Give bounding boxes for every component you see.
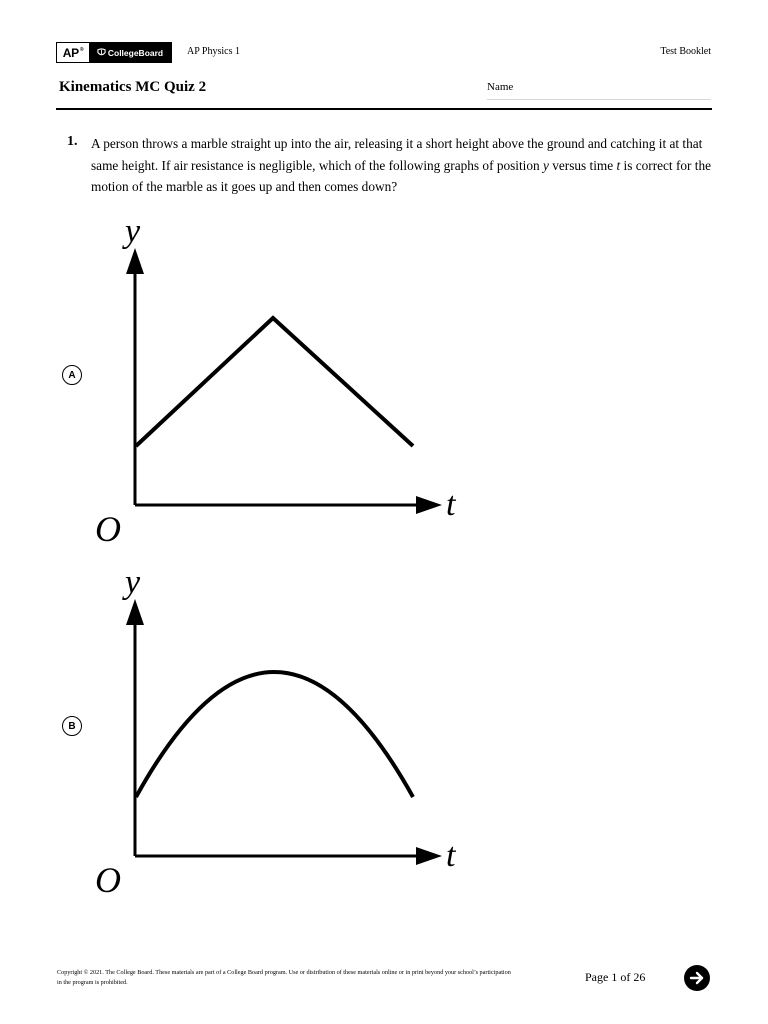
y-axis-arrow-icon xyxy=(126,248,144,274)
next-page-button[interactable] xyxy=(684,965,710,991)
choice-b-graph xyxy=(90,561,470,901)
page-indicator: Page 1 of 26 xyxy=(585,970,646,984)
choice-a-radio[interactable]: A xyxy=(62,365,82,385)
booklet-label: Test Booklet xyxy=(660,46,711,57)
y-axis-label: y xyxy=(125,564,141,601)
name-label: Name xyxy=(487,81,514,93)
origin-label: O xyxy=(95,509,121,549)
x-axis-arrow-icon xyxy=(416,847,442,865)
choice-a-graph xyxy=(90,210,470,550)
ap-collegeboard-logo xyxy=(56,42,172,63)
acorn-icon xyxy=(97,48,106,57)
arrow-right-circle-icon xyxy=(689,970,705,986)
x-axis-label: t xyxy=(446,837,456,874)
copyright-notice: Copyright © 2021. The College Board. These materials are part of a College Board program. Use or distribution of these materials online or in print beyond your school’s participation in the program is prohibited. xyxy=(57,969,511,986)
course-name: AP Physics 1 xyxy=(187,46,240,57)
collegeboard-logo: CollegeBoard xyxy=(89,43,171,62)
page-title: Kinematics MC Quiz 2 xyxy=(59,79,207,95)
position-curve-parabola xyxy=(136,672,413,797)
position-curve-triangle xyxy=(136,318,413,446)
y-axis-label: y xyxy=(125,213,141,250)
question-stem: A person throws a marble straight up into the air, releasing it a short height above the ground and catching it at that same height. If air resistance is negligible, which of the following graphs of position y versus time t is correct for the motion of the marble as it goes up and then comes down? xyxy=(91,136,712,194)
x-axis-arrow-icon xyxy=(416,496,442,514)
x-axis-label: t xyxy=(446,486,456,523)
header-divider xyxy=(56,108,712,110)
question-number: 1. xyxy=(67,134,78,149)
origin-label: O xyxy=(95,860,121,900)
name-field-line xyxy=(487,99,711,100)
ap-logo: AP ® xyxy=(57,43,89,62)
choice-b-radio[interactable]: B xyxy=(62,716,82,736)
y-axis-arrow-icon xyxy=(126,599,144,625)
